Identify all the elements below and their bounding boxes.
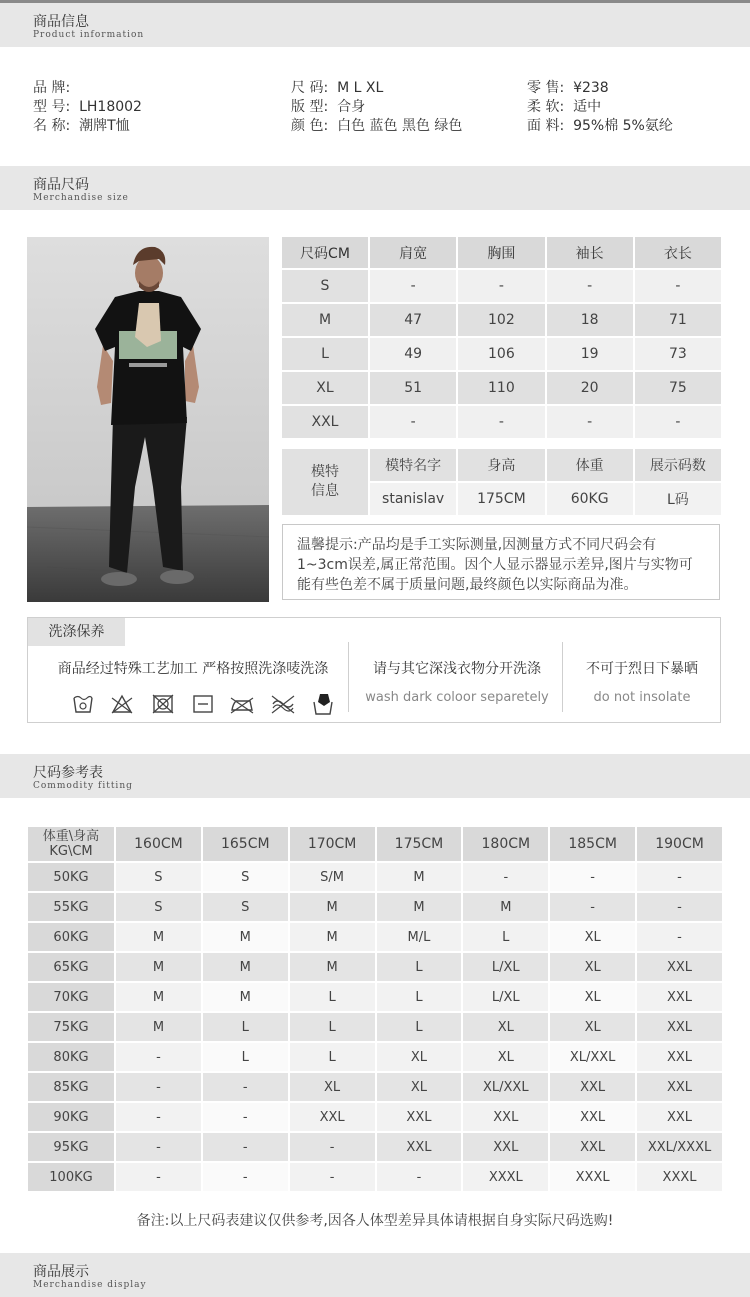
info-label: 柔 软: <box>527 99 565 115</box>
table-cell: - <box>203 1103 288 1131</box>
section-subtitle: Merchandise size <box>33 193 129 203</box>
table-cell: L/XL <box>463 953 548 981</box>
no-iron-icon <box>231 698 253 713</box>
table-row <box>28 983 722 1011</box>
table-cell: S <box>203 893 288 921</box>
table-cell: - <box>203 1133 288 1161</box>
wash-30-icon <box>74 697 92 713</box>
row-label: 65KG <box>28 953 114 981</box>
info-name <box>33 117 130 136</box>
table-header: 模特名字 <box>370 449 456 481</box>
table-cell: M <box>203 923 288 951</box>
table-cell: - <box>116 1073 201 1101</box>
info-value: 白色 蓝色 黑色 绿色 <box>337 118 463 134</box>
no-tumble-dry-icon <box>153 695 173 713</box>
table-cell: XL <box>377 1073 462 1101</box>
table-header: 165CM <box>203 827 288 861</box>
row-label: 50KG <box>28 863 114 891</box>
table-cell: XXL <box>290 1103 375 1131</box>
info-label: 名 称: <box>33 118 71 134</box>
section-title: 商品信息 <box>33 14 89 30</box>
care-divider <box>348 642 349 712</box>
table-header: 胸围 <box>458 237 544 268</box>
table-cell: L <box>203 1043 288 1071</box>
table-cell: - <box>550 863 635 891</box>
table-header: 尺码CM <box>282 237 368 268</box>
hand-wash-icon <box>314 694 332 714</box>
table-cell: XL <box>463 1043 548 1071</box>
table-cell: XXL <box>463 1133 548 1161</box>
table-cell: XL/XXL <box>463 1073 548 1101</box>
info-model <box>33 98 142 117</box>
table-cell: - <box>203 1073 288 1101</box>
care-title: 洗涤保养 <box>28 618 125 646</box>
care-icons <box>72 692 352 716</box>
table-cell: - <box>116 1043 201 1071</box>
table-cell: 19 <box>547 338 633 370</box>
table-cell: XXL <box>463 1103 548 1131</box>
row-label: L <box>282 338 368 370</box>
section-subtitle: Merchandise display <box>33 1280 147 1290</box>
table-header: 180CM <box>463 827 548 861</box>
info-label: 品 牌: <box>33 80 71 96</box>
table-cell: 110 <box>458 372 544 404</box>
table-cell: M/L <box>377 923 462 951</box>
info-label: 零 售: <box>527 80 565 96</box>
table-cell: XL <box>377 1043 462 1071</box>
model-header-row <box>282 449 721 481</box>
care-divider <box>562 642 563 712</box>
table-row <box>282 270 721 302</box>
table-cell: XXL <box>637 1013 722 1041</box>
info-label: 颜 色: <box>291 118 329 134</box>
table-header: 衣长 <box>635 237 721 268</box>
row-label: 75KG <box>28 1013 114 1041</box>
care-text-separate: 请与其它深浅衣物分开洗涤 <box>373 661 541 677</box>
table-cell: XXL <box>637 983 722 1011</box>
table-cell: XXL <box>550 1103 635 1131</box>
table-cell: 20 <box>547 372 633 404</box>
corner-line: 体重\身高 <box>42 829 100 844</box>
table-cell: S <box>116 893 201 921</box>
table-cell: M <box>377 893 462 921</box>
fitting-table <box>26 825 724 1193</box>
info-fabric <box>527 117 673 136</box>
table-cell: - <box>463 863 548 891</box>
section-header-size <box>0 166 750 210</box>
table-cell: 102 <box>458 304 544 336</box>
table-cell: 60KG <box>547 483 633 515</box>
table-row <box>282 406 721 438</box>
table-cell: XXL <box>550 1133 635 1161</box>
label-line: 信息 <box>311 483 339 499</box>
table-cell: 18 <box>547 304 633 336</box>
table-header: 190CM <box>637 827 722 861</box>
row-label: M <box>282 304 368 336</box>
table-cell: M <box>116 953 201 981</box>
fitting-table-body <box>28 863 722 1191</box>
info-value: LH18002 <box>79 99 142 115</box>
table-cell: - <box>637 893 722 921</box>
table-header: 体重 <box>547 449 633 481</box>
table-cell: M <box>116 983 201 1011</box>
table-cell: XL <box>550 953 635 981</box>
table-cell: XL <box>550 1013 635 1041</box>
table-row <box>28 1073 722 1101</box>
table-header: 展示码数 <box>635 449 721 481</box>
section-header-fitting <box>0 754 750 798</box>
table-cell: XXL <box>637 953 722 981</box>
info-price <box>527 79 609 98</box>
table-cell: L码 <box>635 483 721 515</box>
table-cell: XXL/XXXL <box>637 1133 722 1161</box>
model-photo <box>27 237 269 602</box>
table-cell: XXXL <box>550 1163 635 1191</box>
table-cell: L <box>290 1013 375 1041</box>
label-line: 模特 <box>311 464 339 480</box>
table-cell: M <box>290 923 375 951</box>
table-cell: - <box>637 863 722 891</box>
table-row <box>282 372 721 404</box>
care-instructions <box>27 617 721 723</box>
section-title: 商品尺码 <box>33 177 89 193</box>
table-cell: L <box>290 983 375 1011</box>
table-cell: 71 <box>635 304 721 336</box>
table-cell: XXXL <box>637 1163 722 1191</box>
table-cell: - <box>635 270 721 302</box>
info-value: ¥238 <box>573 80 609 96</box>
table-row <box>28 1013 722 1041</box>
info-value: 95%棉 5%氨纶 <box>573 118 673 134</box>
table-row <box>28 923 722 951</box>
section-subtitle: Product information <box>33 30 145 40</box>
table-cell: L <box>463 923 548 951</box>
table-header: 170CM <box>290 827 375 861</box>
table-cell: M <box>203 983 288 1011</box>
table-cell: XXL <box>637 1073 722 1101</box>
table-cell: - <box>458 270 544 302</box>
corner-line: KG\CM <box>49 844 93 859</box>
table-cell: XXL <box>550 1073 635 1101</box>
table-header: 肩宽 <box>370 237 456 268</box>
row-label: 100KG <box>28 1163 114 1191</box>
table-cell: S <box>203 863 288 891</box>
row-label: 90KG <box>28 1103 114 1131</box>
table-cell: L <box>290 1043 375 1071</box>
table-cell: M <box>116 923 201 951</box>
row-label: 60KG <box>28 923 114 951</box>
model-photo-illustration <box>27 237 269 602</box>
table-cell: XXL <box>377 1103 462 1131</box>
row-label: 85KG <box>28 1073 114 1101</box>
table-cell: XL <box>463 1013 548 1041</box>
info-softness <box>527 98 601 117</box>
table-cell: 75 <box>635 372 721 404</box>
table-row <box>28 1043 722 1071</box>
table-cell: L <box>377 953 462 981</box>
table-row <box>282 304 721 336</box>
row-label: 80KG <box>28 1043 114 1071</box>
care-text-special: 商品经过特殊工艺加工 严格按照洗涤唛洗涤 <box>57 661 329 677</box>
section-header-product-info <box>0 3 750 47</box>
section-subtitle: Commodity fitting <box>33 781 133 791</box>
info-label: 型 号: <box>33 99 71 115</box>
table-cell: 49 <box>370 338 456 370</box>
table-cell: M <box>377 863 462 891</box>
table-row <box>28 893 722 921</box>
section-title: 商品展示 <box>33 1264 89 1280</box>
info-label: 面 料: <box>527 118 565 134</box>
table-row <box>28 863 722 891</box>
table-cell: 47 <box>370 304 456 336</box>
table-cell: XL <box>290 1073 375 1101</box>
info-value: 合身 <box>337 99 366 115</box>
row-label: S <box>282 270 368 302</box>
table-cell: - <box>635 406 721 438</box>
no-bleach-icon <box>112 696 132 713</box>
table-header: 袖长 <box>547 237 633 268</box>
table-cell: - <box>547 270 633 302</box>
table-cell: M <box>116 1013 201 1041</box>
table-cell: - <box>116 1163 201 1191</box>
table-cell: - <box>458 406 544 438</box>
table-cell: M <box>290 893 375 921</box>
section-title: 尺码参考表 <box>33 765 103 781</box>
table-cell: stanislav <box>370 483 456 515</box>
section-header-display <box>0 1253 750 1297</box>
row-label: 95KG <box>28 1133 114 1161</box>
remark-text: 备注:以上尺码表建议仅供参考,因各人体型差异具体请根据自身实际尺码选购! <box>136 1213 614 1229</box>
model-info-label <box>282 449 368 515</box>
table-cell: M <box>463 893 548 921</box>
care-text-separate-en: wash dark coloor separetely <box>365 690 549 705</box>
table-cell: XXXL <box>463 1163 548 1191</box>
info-brand <box>33 79 70 98</box>
info-label: 版 型: <box>291 99 329 115</box>
table-cell: - <box>370 406 456 438</box>
row-label: 55KG <box>28 893 114 921</box>
info-fit <box>291 98 365 117</box>
table-cell: L <box>203 1013 288 1041</box>
table-cell: - <box>370 270 456 302</box>
table-cell: 175CM <box>458 483 544 515</box>
table-cell: - <box>550 893 635 921</box>
table-row <box>28 953 722 981</box>
table-cell: 51 <box>370 372 456 404</box>
table-header: 175CM <box>377 827 462 861</box>
table-cell: XL <box>550 983 635 1011</box>
table-cell: XXL <box>637 1103 722 1131</box>
measurement-notice: 温馨提示:产品均是手工实际测量,因测量方式不同尺码会有1~3cm误差,属正常范围。因个人显示器显示差异,图片与实物可能有些色差不属于质量问题,最终颜色以实际商品为准。 <box>282 524 720 600</box>
table-row <box>28 1103 722 1131</box>
table-header: 身高 <box>458 449 544 481</box>
table-cell: 73 <box>635 338 721 370</box>
table-cell: L <box>377 983 462 1011</box>
model-info-table <box>280 447 723 517</box>
dry-flat-icon <box>194 696 212 712</box>
table-cell: L/XL <box>463 983 548 1011</box>
table-header: 185CM <box>550 827 635 861</box>
table-cell: - <box>290 1163 375 1191</box>
no-dry-clean-icon <box>272 696 294 713</box>
table-cell: - <box>377 1163 462 1191</box>
table-corner <box>28 827 114 861</box>
info-label: 尺 码: <box>291 80 329 96</box>
care-text-sun: 不可于烈日下暴晒 <box>586 661 698 677</box>
table-cell: XXL <box>377 1133 462 1161</box>
table-cell: - <box>637 923 722 951</box>
table-cell: M <box>203 953 288 981</box>
info-value: 适中 <box>573 99 602 115</box>
table-row <box>28 1133 722 1161</box>
table-cell: - <box>203 1163 288 1191</box>
table-cell: XL/XXL <box>550 1043 635 1071</box>
size-table <box>280 235 723 440</box>
table-cell: S/M <box>290 863 375 891</box>
table-cell: - <box>547 406 633 438</box>
table-header: 160CM <box>116 827 201 861</box>
table-header-row <box>282 237 721 268</box>
table-cell: S <box>116 863 201 891</box>
info-value: M L XL <box>337 80 384 96</box>
info-size <box>291 79 383 98</box>
table-cell: XXL <box>637 1043 722 1071</box>
info-color <box>291 117 462 136</box>
table-row <box>282 338 721 370</box>
table-cell: - <box>116 1133 201 1161</box>
table-row <box>28 1163 722 1191</box>
row-label: 70KG <box>28 983 114 1011</box>
info-value: 潮牌T恤 <box>79 118 130 134</box>
care-text-sun-en: do not insolate <box>593 690 691 705</box>
table-cell: - <box>116 1103 201 1131</box>
row-label: XXL <box>282 406 368 438</box>
table-cell: L <box>377 1013 462 1041</box>
table-cell: - <box>290 1133 375 1161</box>
row-label: XL <box>282 372 368 404</box>
table-header-row <box>28 827 722 861</box>
table-cell: XL <box>550 923 635 951</box>
table-cell: M <box>290 953 375 981</box>
table-cell: 106 <box>458 338 544 370</box>
